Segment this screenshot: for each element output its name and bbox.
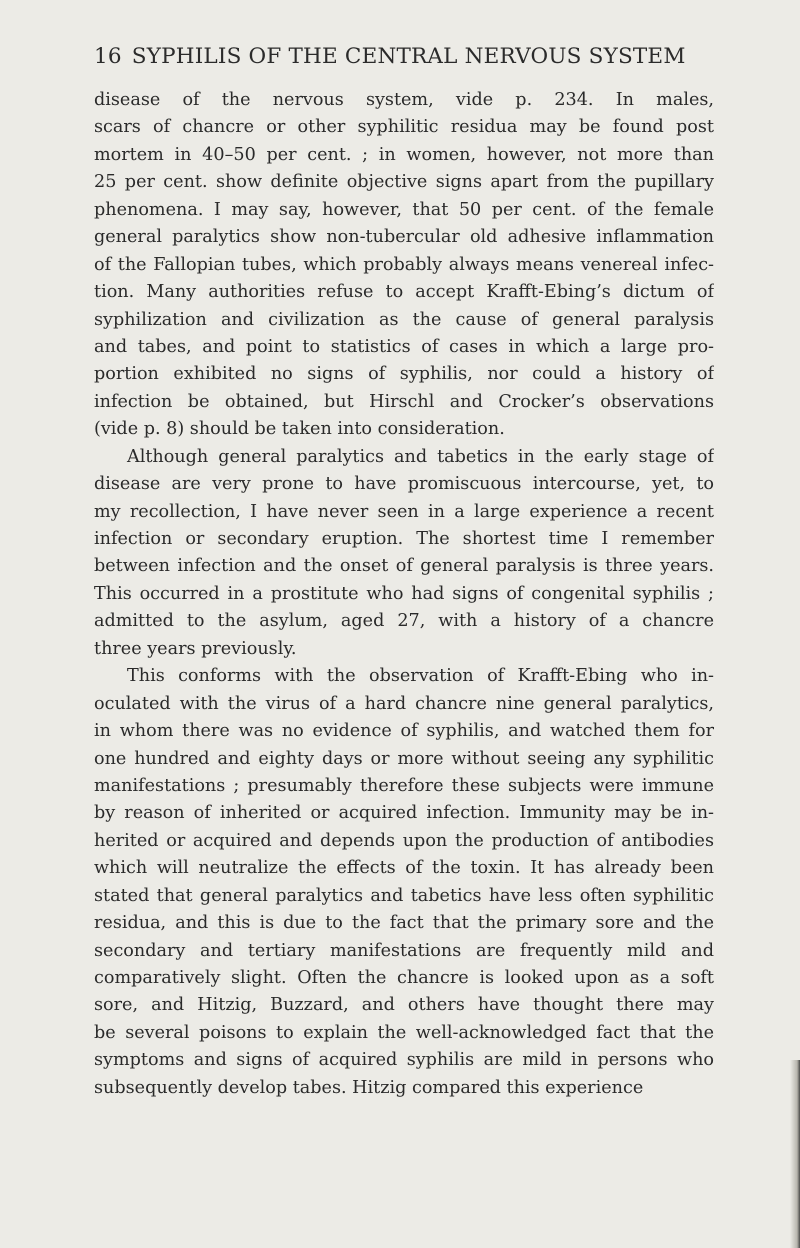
text-line: stated that general paralytics and tabetics have less often syphilitic bbox=[94, 885, 714, 906]
text-line: scars of chancre or other syphilitic residua may be found post bbox=[94, 117, 714, 138]
running-head bbox=[94, 44, 714, 69]
text-line: between infection and the onset of general paralysis is three years. bbox=[94, 556, 714, 577]
body-text bbox=[94, 87, 714, 1102]
text-line: mortem in 40–50 per cent. ; in women, however, not more than bbox=[94, 144, 714, 165]
text-line: general paralytics show non-tubercular old adhesive inflammation bbox=[94, 227, 714, 248]
text-line: admitted to the asylum, aged 27, with a history of a chancre bbox=[94, 611, 714, 632]
text-line: Although general paralytics and tabetics in the early stage of bbox=[127, 446, 714, 467]
text-line: This occurred in a prostitute who had signs of congenital syphilis ; bbox=[94, 583, 714, 604]
text-line: three years previously. bbox=[94, 638, 297, 659]
text-line: (vide p. 8) should be taken into consideration. bbox=[94, 419, 505, 440]
text-line: portion exhibited no signs of syphilis, nor could a history of bbox=[94, 364, 714, 385]
page-number: 16 bbox=[94, 44, 122, 69]
text-line: infection be obtained, but Hirschl and Crocker’s observations bbox=[94, 391, 714, 412]
text-line: syphilization and civilization as the cause of general paralysis bbox=[94, 309, 714, 330]
text-line: manifestations ; presumably therefore these subjects were immune bbox=[94, 775, 714, 796]
text-line: herited or acquired and depends upon the production of antibodies bbox=[94, 830, 714, 851]
text-line: secondary and tertiary manifestations are frequently mild and bbox=[94, 940, 714, 961]
text-line: of the Fallopian tubes, which probably always means venereal infec- bbox=[94, 254, 714, 275]
text-line: This conforms with the observation of Krafft-Ebing who in- bbox=[127, 666, 714, 687]
text-line: oculated with the virus of a hard chancre nine general paralytics, bbox=[94, 693, 714, 714]
text-line: and tabes, and point to statistics of cases in which a large pro- bbox=[94, 336, 714, 357]
text-line: disease are very prone to have promiscuous intercourse, yet, to bbox=[94, 474, 714, 495]
text-line: infection or secondary eruption. The shortest time I remember bbox=[94, 529, 714, 549]
text-line: in whom there was no evidence of syphilis, and watched them for bbox=[94, 721, 714, 742]
text-line: disease of the nervous system, vide p. 234. In males, bbox=[94, 90, 714, 110]
text-line: comparatively slight. Often the chancre is looked upon as a soft bbox=[94, 968, 714, 988]
text-line: sore, and Hitzig, Buzzard, and others have thought there may bbox=[94, 995, 714, 1016]
page-edge-shadow bbox=[790, 1060, 800, 1248]
text-line: by reason of inherited or acquired infection. Immunity may be in- bbox=[94, 803, 714, 824]
text-line: 25 per cent. show definite objective signs apart from the pupillary bbox=[94, 172, 714, 193]
text-line: tion. Many authorities refuse to accept Krafft-Ebing’s dictum of bbox=[94, 282, 714, 303]
paragraph bbox=[94, 444, 714, 664]
text-line: subsequently develop tabes. Hitzig compared this experience bbox=[94, 1077, 644, 1098]
running-title: SYPHILIS OF THE CENTRAL NERVOUS SYSTEM bbox=[131, 44, 686, 69]
text-line: which will neutralize the effects of the toxin. It has already been bbox=[94, 858, 714, 879]
text-line: symptoms and signs of acquired syphilis are mild in persons who bbox=[94, 1050, 714, 1071]
paragraph bbox=[94, 87, 714, 444]
text-line: my recollection, I have never seen in a large experience a recent bbox=[94, 501, 714, 522]
text-line: be several poisons to explain the well-acknowledged fact that the bbox=[94, 1022, 714, 1043]
text-line: phenomena. I may say, however, that 50 per cent. of the female bbox=[94, 199, 714, 220]
paragraph bbox=[94, 663, 714, 1102]
text-line: one hundred and eighty days or more without seeing any syphilitic bbox=[94, 748, 714, 769]
text-line: residua, and this is due to the fact that the primary sore and the bbox=[94, 913, 714, 934]
